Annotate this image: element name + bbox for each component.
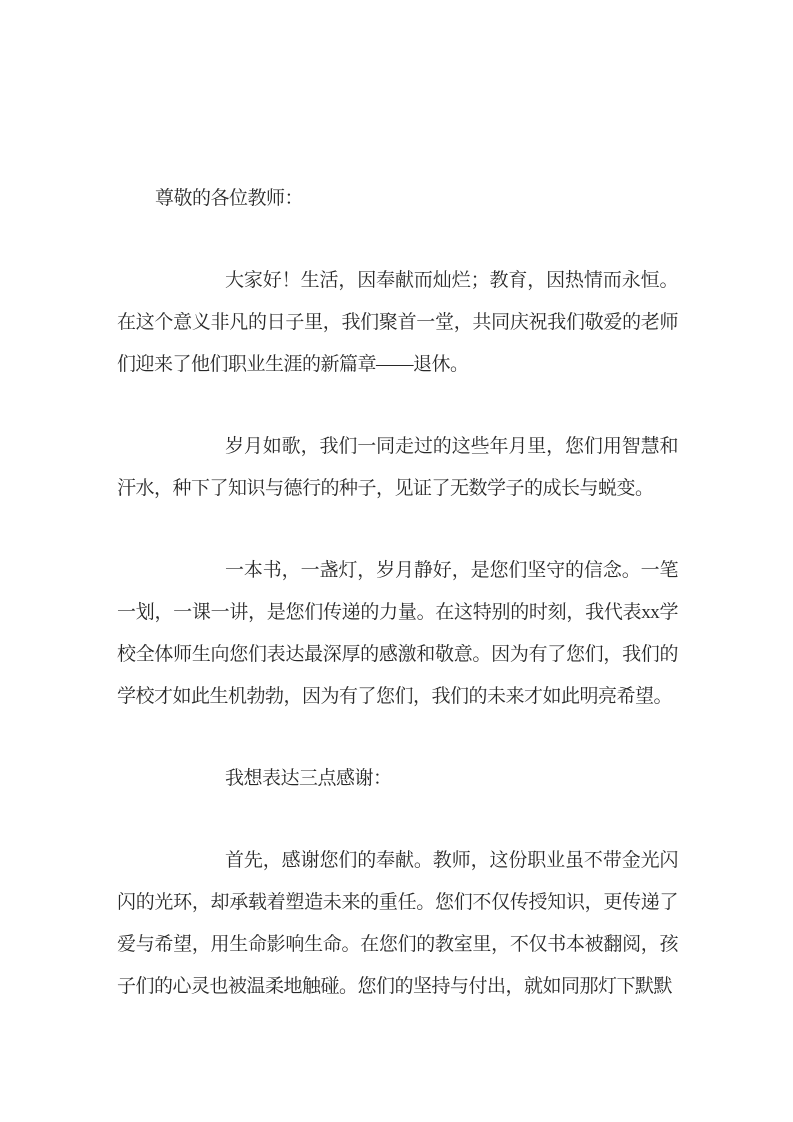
paragraph-years-like-song: 岁月如歌，我们一同走过的这些年月里，您们用智慧和汗水，种下了知识与德行的种子，见证了无数学子的成长与蜕变。 [117, 436, 678, 499]
paragraph-opening: 大家好！生活，因奉献而灿烂；教育，因热情而永恒。在这个意义非凡的日子里，我们聚首一堂，共同庆祝我们敬爱的老师们迎来了他们职业生涯的新篇章——退休。 [117, 270, 678, 375]
paragraph-gratitude-on-behalf: 一本书，一盏灯，岁月静好，是您们坚守的信念。一笔一划，一课一讲，是您们传递的力量。在这特别的时刻，我代表xx学校全体师生向您们表达最深厚的感激和敬意。因为有了您们，我们的学校才如此生机勃勃，因为有了您们，我们的未来才如此明亮希望。 [117, 560, 678, 707]
greeting-line: 尊敬的各位教师： [155, 188, 304, 209]
paragraph-first-thanks: 首先，感谢您们的奉献。教师，这份职业虽不带金光闪闪的光环，却承载着塑造未来的重任。您们不仅传授知识，更传递了爱与希望，用生命影响生命。在您们的教室里，不仅书本被翻阅，孩子们的心灵也被温柔地触碰。您们的坚持与付出，就如同那灯下默默 [117, 850, 678, 997]
paragraph-three-thanks-intro: 我想表达三点感谢： [225, 768, 392, 789]
